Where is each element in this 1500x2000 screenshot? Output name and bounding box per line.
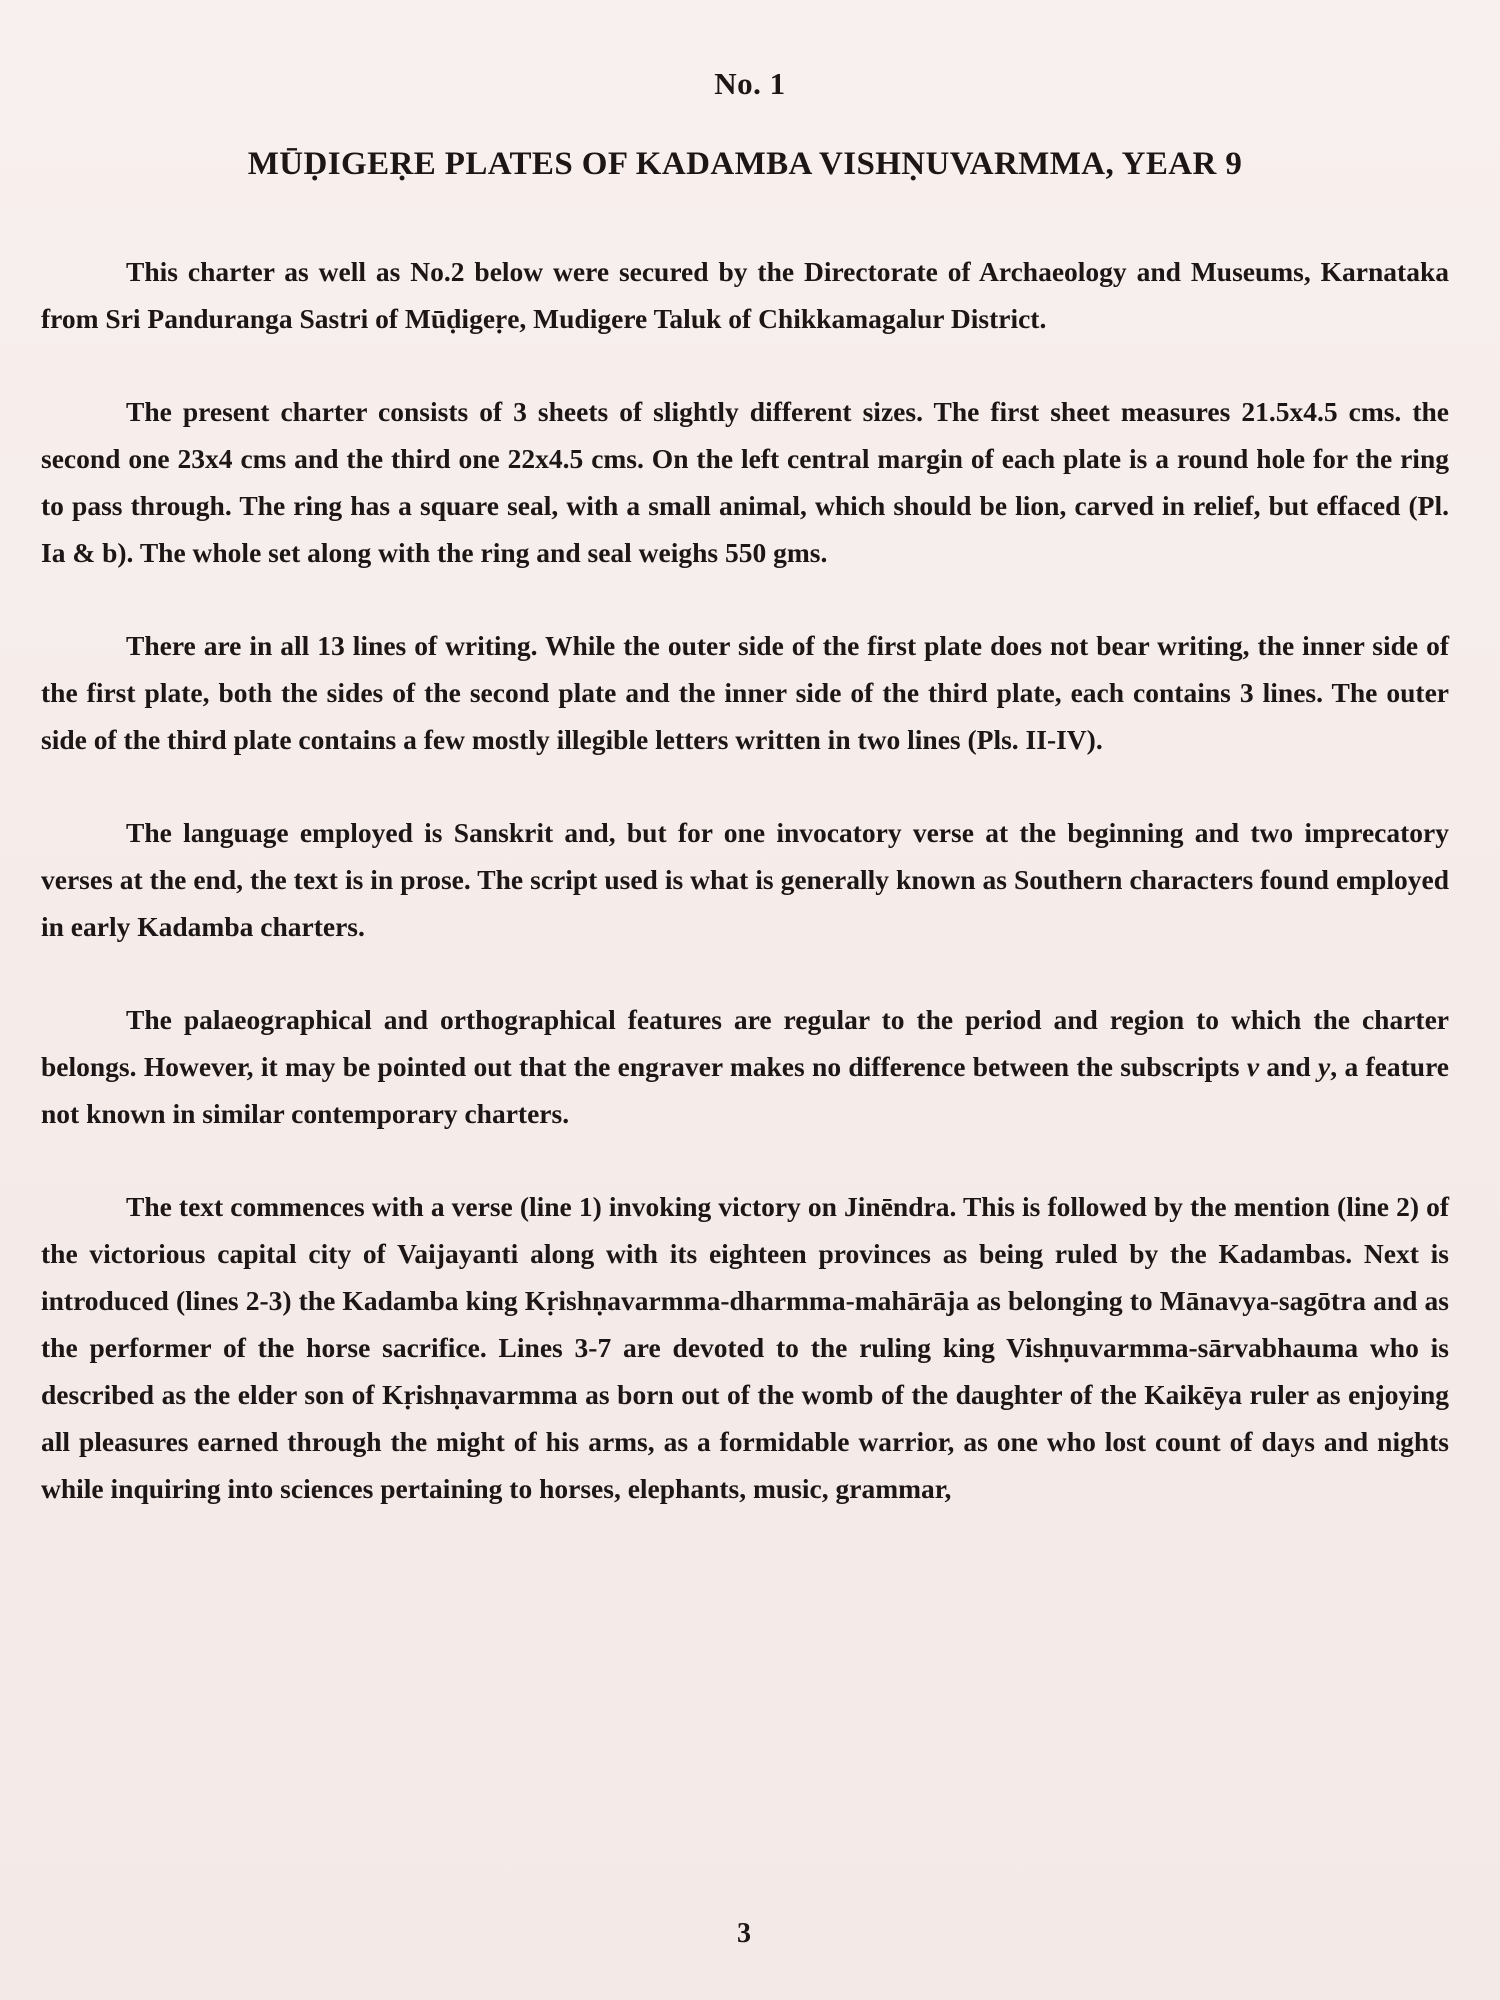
paragraph-text-contents: The text commences with a verse (line 1) invoking victory on Jinēndra. This is followed by the mention (line 2) of the victorious capital city of Vaijayanti along with its eighteen provinces as being ruled by the Kadambas. Next is introduced (lines 2-3) the Kadamba king Kṛishṇavarmma-dharmma-mahārāja as belonging to Mānavya-sagōtra and as the performer of the horse sacrifice. Lines 3-7 are devoted to the ruling king Vishṇuvarmma-sārvabhauma who is described as the elder son of Kṛishṇavarmma as born out of the womb of the daughter of the Kaikēya ruler as enjoying all pleasures earned through the might of his arms, as a formidable warrior, as one who lost count of days and nights while inquiring into sciences pertaining to horses, elephants, music, grammar, [41, 1191, 1449, 1504]
paragraph-writing-lines: There are in all 13 lines of writing. While the outer side of the first plate does not bear writing, the inner side of the first plate, both the sides of the second plate and the inner side of the third plate, each contains 3 lines. The outer side of the third plate contains a few mostly illegible letters written in two lines (Pls. II-IV). [41, 630, 1449, 755]
page-number: 3 [737, 1918, 751, 1949]
palaeography-text-1: The palaeographical and orthographical features are regular to the period and region to which the charter belongs. However, it may be pointed out that the engraver makes no difference between the subscripts [41, 1004, 1449, 1082]
document-number: No. 1 [714, 66, 786, 101]
palaeography-text-3: , a feature not known in similar contemporary charters. [41, 1051, 1449, 1129]
paragraph-language-script: The language employed is Sanskrit and, but for one invocatory verse at the beginning and two imprecatory verses at the end, the text is in prose. The script used is what is generally known as Southern characters found employed in early Kadamba charters. [41, 817, 1449, 942]
paragraph-physical-description: The present charter consists of 3 sheets of slightly different sizes. The first sheet measures 21.5x4.5 cms. the second one 23x4 cms and the third one 22x4.5 cms. On the left central margin of each plate is a round hole for the ring to pass through. The ring has a square seal, with a small animal, which should be lion, carved in relief, but effaced (Pl. Ia & b). The whole set along with the ring and seal weighs 550 gms. [41, 396, 1449, 568]
paragraph-palaeography [41, 996, 1449, 1137]
palaeography-italic-v: v [1246, 1051, 1260, 1082]
paragraph-provenance: This charter as well as No.2 below were secured by the Directorate of Archaeology and Museums, Karnataka from Sri Panduranga Sastri of Mūḍigeṛe, Mudigere Taluk of Chikkamagalur District. [41, 256, 1449, 334]
palaeography-text-2: and [1259, 1051, 1319, 1082]
document-body [41, 248, 1449, 1558]
document-title: MŪḌIGEṚE PLATES OF KADAMBA VISHṆUVARMMA, YEAR 9 [247, 146, 1243, 182]
palaeography-italic-y: y [1318, 1051, 1331, 1082]
